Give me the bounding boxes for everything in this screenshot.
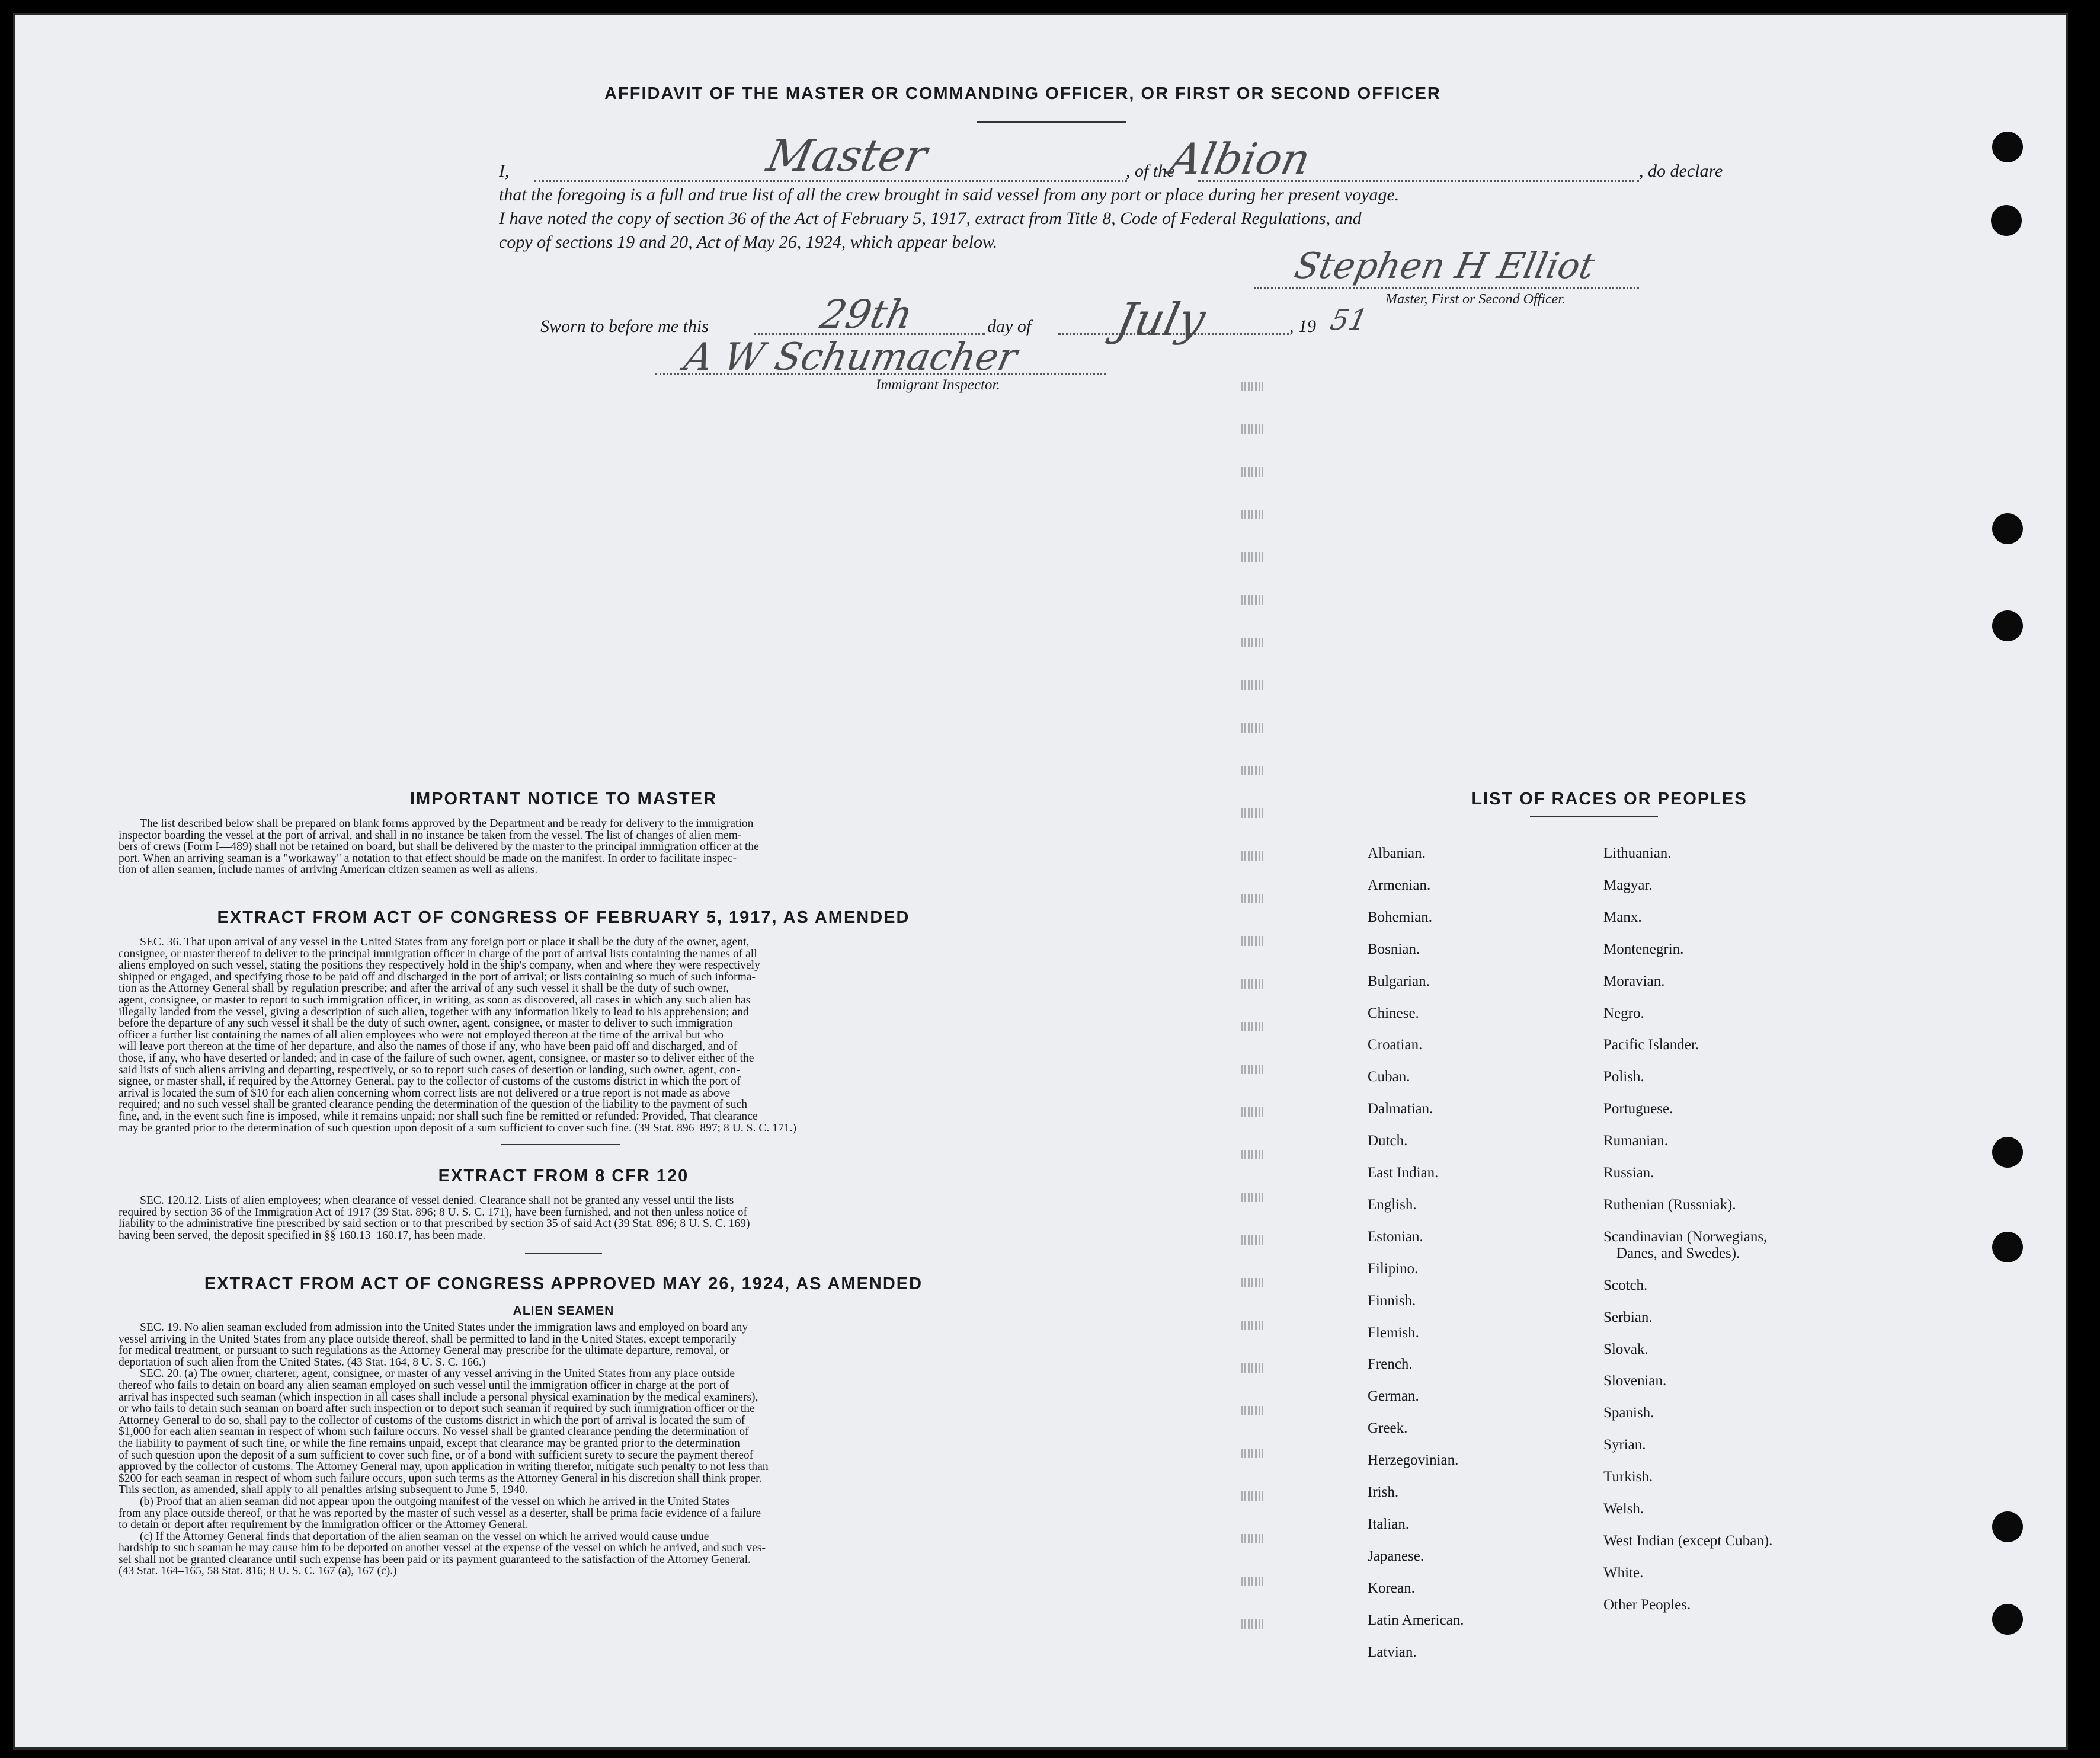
extract-8cfr-body bbox=[119, 1195, 1013, 1241]
race-item: Korean. bbox=[1368, 1580, 1415, 1596]
divider bbox=[525, 1253, 602, 1254]
race-item: Italian. bbox=[1368, 1516, 1410, 1532]
master-signature: Stephen H Elliot bbox=[1291, 245, 1599, 287]
text-line: arrival is located the sum of $10 for each alien concerning whom correct lists are not delivered or a true report is not made as above bbox=[119, 1086, 731, 1099]
handwritten-year: 51 bbox=[1327, 303, 1371, 337]
fold-mark bbox=[1241, 851, 1263, 861]
fold-mark bbox=[1241, 595, 1263, 605]
text-line: or who fails to detain such seaman on board after such inspection or to deport such seaman if required by such immigration officer or the bbox=[119, 1402, 755, 1415]
race-item: Ruthenian (Russniak). bbox=[1603, 1196, 1736, 1213]
text-line: (43 Stat. 164–165, 58 Stat. 816; 8 U. S. C. 167 (a), 167 (c).) bbox=[119, 1565, 397, 1578]
handwritten-day: 29th bbox=[816, 292, 917, 337]
declaration-body-3: copy of sections 19 and 20, Act of May 26, 1924, which appear below. bbox=[499, 232, 998, 252]
race-item: Slovak. bbox=[1603, 1341, 1648, 1357]
race-item: Negro. bbox=[1603, 1005, 1644, 1021]
race-item: Lithuanian. bbox=[1603, 845, 1672, 861]
races-underline bbox=[1530, 816, 1658, 817]
race-item: English. bbox=[1368, 1196, 1417, 1213]
divider bbox=[501, 1144, 620, 1145]
race-item: Armenian. bbox=[1368, 877, 1431, 893]
fold-mark bbox=[1241, 1107, 1263, 1117]
fold-mark bbox=[1241, 1278, 1263, 1287]
text-line: required by section 36 of the Immigration Act of 1917 (39 Stat. 896; 8 U. S. C. 171), have been furnished, and not then unless notice of bbox=[119, 1206, 748, 1219]
race-item: Turkish. bbox=[1603, 1469, 1653, 1485]
race-item: Latin American. bbox=[1368, 1612, 1464, 1628]
fold-mark bbox=[1241, 723, 1263, 733]
text-line: sel shall not be granted clearance until such expense has been paid or its payment guaranteed to the satisfaction of the Attorney General. bbox=[119, 1553, 751, 1566]
fold-mark bbox=[1241, 1406, 1263, 1415]
text-line: SEC. 120.12. Lists of alien employees; when clearance of vessel denied. Clearance shall not be granted any vessel until the lists bbox=[140, 1194, 734, 1207]
fold-mark bbox=[1241, 979, 1263, 989]
text-line: bers of crews (Form I—489) shall not be retained on board, but shall be delivered by the master to the principal immigration officer at the bbox=[119, 840, 759, 854]
race-item: Latvian. bbox=[1368, 1644, 1417, 1660]
text-line: consignee, or master thereof to deliver to the principal immigration officer in charge of the port of arrival lists containing the names of all bbox=[119, 947, 757, 960]
notice-body bbox=[119, 818, 1013, 876]
text-line: The list described below shall be prepared on blank forms approved by the Department and be ready for delivery to the immigration bbox=[140, 817, 754, 830]
text-line: agent, consignee, or master to report to such immigration officer, in writing, as soon as discovered, all cases in which any such alien has bbox=[119, 993, 751, 1006]
inspector-signature: A W Schumacher bbox=[680, 335, 1022, 379]
text-line: said lists of such aliens arriving and departing, respectively, or so to report such cases of desertion or landing, such owner, agent, con- bbox=[119, 1063, 740, 1076]
handwritten-vessel: Albion bbox=[1166, 134, 1315, 184]
race-item: Herzegovinian. bbox=[1368, 1452, 1459, 1469]
races-title: LIST OF RACES OR PEOPLES bbox=[1471, 789, 1747, 808]
race-item: White. bbox=[1603, 1564, 1644, 1581]
race-item: Flemish. bbox=[1368, 1324, 1419, 1341]
race-item: Danes, and Swedes). bbox=[1616, 1245, 1740, 1261]
text-line: illegally landed from the vessel, giving a description of such alien, together with any information likely to lead to his apprehension; and bbox=[119, 1005, 749, 1018]
fold-mark bbox=[1241, 1150, 1263, 1159]
race-item: Bulgarian. bbox=[1368, 973, 1430, 989]
race-item: Bosnian. bbox=[1368, 941, 1420, 957]
fold-mark bbox=[1241, 1235, 1263, 1245]
race-item: Japanese. bbox=[1368, 1548, 1424, 1564]
declaration-line bbox=[499, 153, 1723, 188]
text-line: aliens employed on such vessel, stating the positions they respectively hold in the ship's company, when and where they were respectively bbox=[119, 959, 760, 972]
race-item: Slovenian. bbox=[1603, 1373, 1667, 1389]
of-the-label: , of the bbox=[1126, 161, 1175, 181]
declaration-body-2: I have noted the copy of section 36 of the Act of February 5, 1917, extract from Title 8, Code of Federal Regulations, and bbox=[499, 209, 1362, 228]
race-item: Greek. bbox=[1368, 1420, 1408, 1437]
text-line: port. When an arriving seaman is a "workaway" a notation to that effect should be made on the manifest. In order to facilitate inspec- bbox=[119, 852, 737, 865]
text-line: $200 for each seaman in respect of whom such failure occurs, upon such terms as the Attorney General in his discretion shall think proper. bbox=[119, 1472, 762, 1485]
text-line: SEC. 36. That upon arrival of any vessel in the United States from any foreign port or place it shall be the duty of the owner, agent, bbox=[140, 936, 750, 948]
race-item: Bohemian. bbox=[1368, 909, 1433, 925]
race-item: Dalmatian. bbox=[1368, 1101, 1433, 1117]
i-label: I, bbox=[499, 161, 510, 181]
race-item: East Indian. bbox=[1368, 1165, 1439, 1181]
extract-8cfr-title: EXTRACT FROM 8 CFR 120 bbox=[438, 1166, 689, 1185]
text-line: (c) If the Attorney General finds that deportation of the alien seaman on the vessel on which he arrived would cause undue bbox=[140, 1530, 709, 1543]
text-line: fine, and, in the event such fine is imposed, while it remains unpaid; nor shall such fine be remitted or refunded: Provided, That clearance bbox=[119, 1110, 758, 1123]
fold-mark bbox=[1241, 1321, 1263, 1330]
text-line: tion of alien seamen, include names of arriving American citizen seamen as well as aliens. bbox=[119, 864, 538, 877]
text-line: vessel arriving in the United States from any place outside thereof, shall be permitted to land in the United States, except temporarily bbox=[119, 1332, 737, 1345]
race-item: Manx. bbox=[1603, 909, 1642, 925]
text-line: officer a further list containing the names of all alien employees who were not employed thereon at the time of the arrival but who bbox=[119, 1028, 724, 1041]
title-underline bbox=[977, 121, 1126, 123]
race-item: Croatian. bbox=[1368, 1037, 1423, 1053]
text-line: $1,000 for each alien seaman in respect of whom such failure occurs. No vessel shall be granted clearance pending the determination of bbox=[119, 1425, 749, 1439]
year-prefix: , 19 bbox=[1289, 317, 1316, 336]
race-item: Welsh. bbox=[1603, 1501, 1644, 1517]
signature-caption: Master, First or Second Officer. bbox=[1385, 292, 1566, 307]
document-page bbox=[13, 13, 2068, 1750]
fold-mark bbox=[1241, 680, 1263, 690]
handwritten-rank: Master bbox=[762, 130, 931, 181]
race-item: Dutch. bbox=[1368, 1133, 1408, 1149]
text-line: shipped or engaged, and specifying those to be paid off and discharged in the port of arrival; or lists containing so much of such informa- bbox=[119, 970, 756, 983]
inspector-line bbox=[655, 373, 1106, 375]
text-line: liability to the administrative fine prescribed by said section or to that prescribed by section 35 of said Act (39 Stat. 896; 8 U. S. C. 169) bbox=[119, 1217, 750, 1230]
text-line: having been served, the deposit specified in §§ 160.13–160.17, has been made. bbox=[119, 1229, 486, 1242]
binder-hole bbox=[1992, 1137, 2023, 1168]
text-line: This section, as amended, shall apply to all penalties arising subsequent to June 5, 1940. bbox=[119, 1484, 529, 1497]
race-item: Chinese. bbox=[1368, 1005, 1419, 1021]
race-item: Moravian. bbox=[1603, 973, 1665, 989]
binder-hole bbox=[1991, 205, 2022, 236]
fold-mark bbox=[1241, 894, 1263, 903]
text-line: before the departure of any such vessel it shall be the duty of such owner, agent, consignee, or master to deliver to such immigration bbox=[119, 1017, 733, 1030]
race-item: Other Peoples. bbox=[1603, 1596, 1691, 1613]
text-line: (b) Proof that an alien seaman did not appear upon the outgoing manifest of the vessel on which he arrived in the United States bbox=[140, 1495, 730, 1508]
race-item: Cuban. bbox=[1368, 1069, 1410, 1085]
text-line: from any place outside thereof, or that he was reported by the master of such vessel as a deserter, shall be prima facie evidence of a failure bbox=[119, 1507, 761, 1520]
race-item: Filipino. bbox=[1368, 1260, 1419, 1277]
race-item: Portuguese. bbox=[1603, 1101, 1673, 1117]
text-line: signee, or master shall, if required by the Attorney General, pay to the collector of customs of the customs district in which the port of bbox=[119, 1075, 741, 1088]
race-item: Pacific Islander. bbox=[1603, 1037, 1699, 1053]
declaration-body-1: that the foregoing is a full and true list of all the crew brought in said vessel from any port or place during her present voyage. bbox=[499, 185, 1400, 204]
extract-1917-body bbox=[119, 936, 1013, 1134]
race-item: French. bbox=[1368, 1356, 1413, 1373]
fold-mark bbox=[1241, 1534, 1263, 1543]
extract-1917-title: EXTRACT FROM ACT OF CONGRESS OF FEBRUARY 5, 1917, AS AMENDED bbox=[217, 908, 910, 927]
text-line: Attorney General to do so, shall pay to the collector of customs of the customs district in which the port of arrival is located the sum of bbox=[119, 1414, 745, 1427]
race-item: Spanish. bbox=[1603, 1405, 1654, 1421]
fold-mark bbox=[1241, 467, 1263, 477]
race-item: Montenegrin. bbox=[1603, 941, 1684, 957]
race-item: West Indian (except Cuban). bbox=[1603, 1532, 1773, 1549]
fold-mark bbox=[1241, 424, 1263, 434]
race-item: Irish. bbox=[1368, 1484, 1399, 1500]
race-item: Polish. bbox=[1603, 1069, 1644, 1085]
fold-mark bbox=[1241, 1449, 1263, 1458]
fold-mark bbox=[1241, 382, 1263, 391]
race-item: Rumanian. bbox=[1603, 1133, 1669, 1149]
text-line: SEC. 20. (a) The owner, charterer, agent, consignee, or master of any vessel arriving in the United States from any place outside bbox=[140, 1367, 735, 1380]
race-item: Syrian. bbox=[1603, 1437, 1646, 1453]
race-item: Scandinavian (Norwegians, bbox=[1603, 1228, 1768, 1245]
race-item: Serbian. bbox=[1603, 1309, 1653, 1325]
race-item: Russian. bbox=[1603, 1165, 1654, 1181]
day-of-label: day of bbox=[987, 317, 1032, 336]
fold-mark bbox=[1241, 1619, 1263, 1629]
text-line: SEC. 19. No alien seaman excluded from admission into the United States under the immigration laws and employed on board any bbox=[140, 1321, 748, 1334]
inspector-caption: Immigrant Inspector. bbox=[876, 377, 1000, 393]
text-line: the liability to payment of such fine, or while the fine remains unpaid, except that clearance may be granted prior to the determination bbox=[119, 1437, 740, 1450]
fold-mark bbox=[1241, 1065, 1263, 1074]
text-line: may be granted prior to the determination of such question upon deposit of a sum sufficient to cover such fine. (39 Stat. 896–897; 8 U. S. C. 171.) bbox=[119, 1121, 797, 1134]
fold-mark bbox=[1241, 510, 1263, 519]
fold-mark bbox=[1241, 1363, 1263, 1373]
extract-1924-title: EXTRACT FROM ACT OF CONGRESS APPROVED MAY 26, 1924, AS AMENDED bbox=[204, 1274, 923, 1293]
fold-mark bbox=[1241, 936, 1263, 946]
fold-mark bbox=[1241, 1022, 1263, 1031]
text-line: deportation of such alien from the United States. (43 Stat. 164, 8 U. S. C. 166.) bbox=[119, 1356, 486, 1369]
fold-mark bbox=[1241, 808, 1263, 818]
fold-mark bbox=[1241, 1491, 1263, 1501]
text-line: of such question upon the deposit of a sum sufficient to cover such fine, or of a bond with sufficient surety to secure the payment thereof bbox=[119, 1449, 754, 1462]
sworn-label: Sworn to before me this bbox=[540, 317, 709, 336]
binder-hole bbox=[1992, 1232, 2023, 1262]
text-line: inspector boarding the vessel at the port of arrival, and shall in no instance be taken from the vessel. The list of changes of alien mem- bbox=[119, 829, 742, 842]
binder-hole bbox=[1992, 1604, 2023, 1635]
notice-title: IMPORTANT NOTICE TO MASTER bbox=[409, 789, 718, 808]
text-line: tion as the Attorney General shall by regulation prescribe; and after the arrival of any such vessel it shall be the duty of such owner, bbox=[119, 982, 729, 995]
fold-mark bbox=[1241, 1577, 1263, 1586]
text-line: will leave port thereon at the time of her departure, and also the names of those if any, who have been paid off and discharged, and of bbox=[119, 1040, 738, 1053]
signature-line bbox=[1254, 287, 1639, 289]
text-line: arrival has inspected such seaman (which inspection in all cases shall include a personal physical examination by the medical examiners), bbox=[119, 1391, 758, 1404]
race-item: Finnish. bbox=[1368, 1292, 1416, 1309]
race-item: Magyar. bbox=[1603, 877, 1653, 893]
fold-mark bbox=[1241, 766, 1263, 775]
race-item: Albanian. bbox=[1368, 845, 1426, 861]
binder-hole bbox=[1992, 610, 2023, 641]
binder-hole bbox=[1992, 132, 2023, 162]
text-line: for medical treatment, or pursuant to such regulations as the Attorney General may prescribe for the ultimate departure, removal, or bbox=[119, 1344, 729, 1357]
handwritten-month: July bbox=[1112, 293, 1211, 346]
text-line: hardship to such seaman he may cause him to be deported on another vessel at the expense of the vessel on which he arrived, and such ves- bbox=[119, 1542, 766, 1555]
binder-hole bbox=[1992, 513, 2023, 544]
text-line: approved by the collector of customs. The Attorney General may, upon application in writing therefor, mitigate such penalty to not less than bbox=[119, 1460, 769, 1473]
text-line: required; and no such vessel shall be granted clearance pending the determination of the question of the liability to the payment of such bbox=[119, 1098, 747, 1111]
affidavit-title: AFFIDAVIT OF THE MASTER OR COMMANDING OFFICER, OR FIRST OR SECOND OFFICER bbox=[604, 84, 1441, 103]
text-line: to detain or deport after requirement by the immigration officer or the Attorney General. bbox=[119, 1519, 529, 1532]
fold-mark bbox=[1241, 552, 1263, 562]
text-line: those, if any, who have deserted or landed; and in case of the failure of such owner, agent, consignee, or master so to deliver either of the bbox=[119, 1051, 754, 1065]
fold-mark bbox=[1241, 638, 1263, 647]
race-item: Scotch. bbox=[1603, 1277, 1648, 1293]
binder-hole bbox=[1992, 1511, 2023, 1542]
alien-seamen-subtitle: ALIEN SEAMEN bbox=[513, 1304, 614, 1318]
fold-mark bbox=[1241, 1193, 1263, 1202]
text-line: thereof who fails to detain on board any alien seaman employed on such vessel until the immigration officer in charge at the port of bbox=[119, 1379, 729, 1392]
race-item: German. bbox=[1368, 1388, 1419, 1405]
do-declare-label: , do declare bbox=[1639, 161, 1723, 181]
extract-1924-body bbox=[119, 1322, 1013, 1577]
race-item: Estonian. bbox=[1368, 1228, 1423, 1245]
